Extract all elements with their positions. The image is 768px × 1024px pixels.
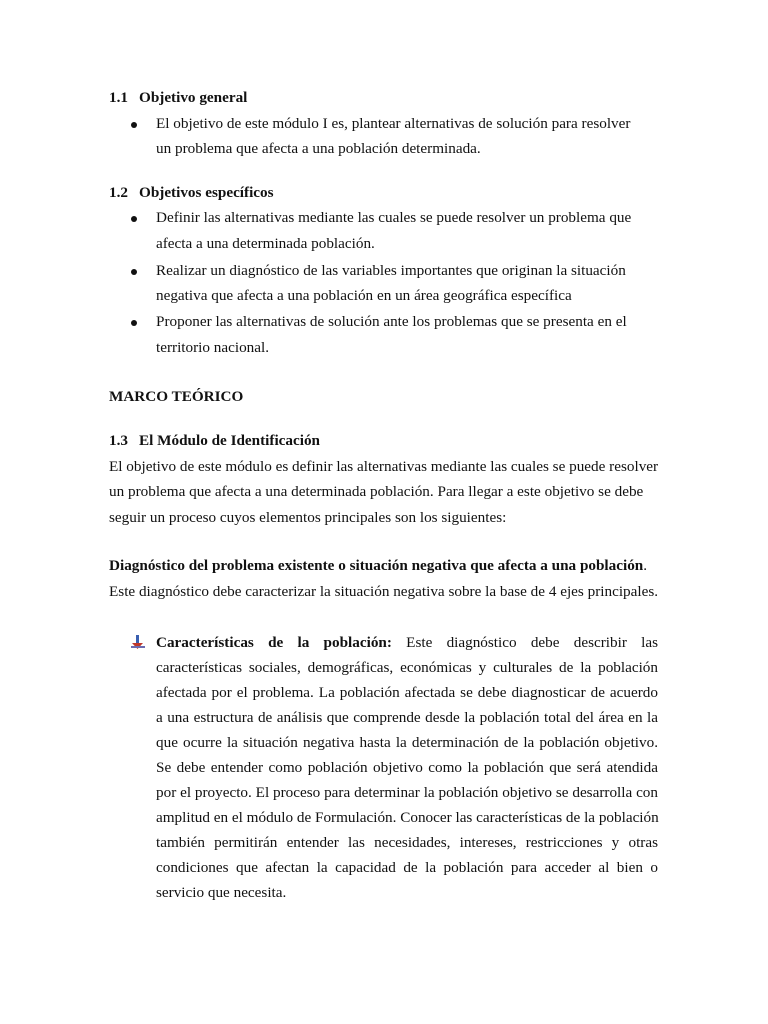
bullet-text: un problema que afecta a una población determinada.: [156, 140, 481, 157]
bullet-text: Definir las alternativas mediante las cuales se puede resolver un problema que: [156, 209, 632, 226]
caracteristicas-line: por el proyecto. El proceso para determinar la población objetivo se desarrolla con: [156, 784, 658, 801]
bullet-text: negativa que afecta a una población en un área geográfica específica: [156, 287, 572, 304]
bullet-text: El objetivo de este módulo I es, plantear alternativas de solución para resolver: [156, 115, 631, 132]
diagnostico-line: Este diagnóstico debe caracterizar la situación negativa sobre la base de 4 ejes principales.: [109, 583, 659, 600]
heading-title: Objetivos específicos: [139, 184, 274, 201]
caracteristicas-first-line: [156, 630, 658, 655]
heading-title: El Módulo de Identificación: [139, 432, 320, 449]
bullet-text: Realizar un diagnóstico de las variables importantes que originan la situación: [156, 262, 626, 279]
heading-objetivos-especificos: [109, 184, 274, 202]
bullet-text: Proponer las alternativas de solución ante los problemas que se presenta en el: [156, 313, 627, 330]
caracteristicas-line: a una estructura de análisis que comprende desde la población total del área en la: [156, 709, 658, 726]
caracteristicas-block: [156, 630, 658, 905]
diagnostico-title: [109, 557, 647, 575]
heading-objetivo-general: [109, 89, 247, 107]
caracteristicas-label: Características de la población:: [156, 634, 392, 651]
bullet-dot-icon: [131, 122, 137, 128]
bullet-text: territorio nacional.: [156, 339, 270, 356]
heading-modulo-identificacion: [109, 432, 320, 450]
paragraph-line: un problema que afecta a una determinada población. Para llegar a este objetivo se debe: [109, 483, 644, 500]
paragraph-line: seguir un proceso cuyos elementos principales son los siguientes:: [109, 509, 507, 526]
heading-number: 1.2: [109, 184, 128, 201]
diagnostico-bold-text: Diagnóstico del problema existente o situación negativa que afecta a una población: [109, 557, 644, 574]
bullet-dot-icon: [131, 320, 137, 326]
caracteristicas-line: condiciones que afectan la capacidad de la población para acceder al bien o: [156, 859, 658, 876]
heading-marco-teorico: MARCO TEÓRICO: [109, 388, 244, 405]
caracteristicas-line: que ocurre la situación negativa hasta la determinación de la población objetivo.: [156, 734, 658, 751]
heading-title: Objetivo general: [139, 89, 248, 106]
bullet-dot-icon: [131, 216, 137, 222]
arrow-bullet-icon: [130, 634, 146, 650]
caracteristicas-line: servicio que necesita.: [156, 884, 287, 901]
caracteristicas-line: amplitud en el módulo de Formulación. Conocer las características de la población: [156, 809, 659, 826]
bullet-dot-icon: [131, 269, 137, 275]
caracteristicas-line: afectada por el problema. La población afectada se debe diagnosticar de acuerdo: [156, 684, 658, 701]
paragraph-line: El objetivo de este módulo es definir las alternativas mediante las cuales se puede resolver: [109, 458, 659, 475]
heading-number: 1.1: [109, 89, 128, 106]
caracteristicas-line: características sociales, demográficas, económicas y culturales de la población: [156, 659, 658, 676]
heading-number: 1.3: [109, 432, 128, 449]
diagnostico-period: .: [643, 557, 648, 574]
caracteristicas-line: también permitirán entender las necesidades, intereses, restricciones y otras: [156, 834, 658, 851]
caracteristicas-line: Se debe entender como población objetivo como la población que será atendida: [156, 759, 658, 776]
caracteristicas-first-rest: Este diagnóstico debe describir las: [406, 634, 658, 651]
bullet-text: afecta a una determinada población.: [156, 235, 375, 252]
